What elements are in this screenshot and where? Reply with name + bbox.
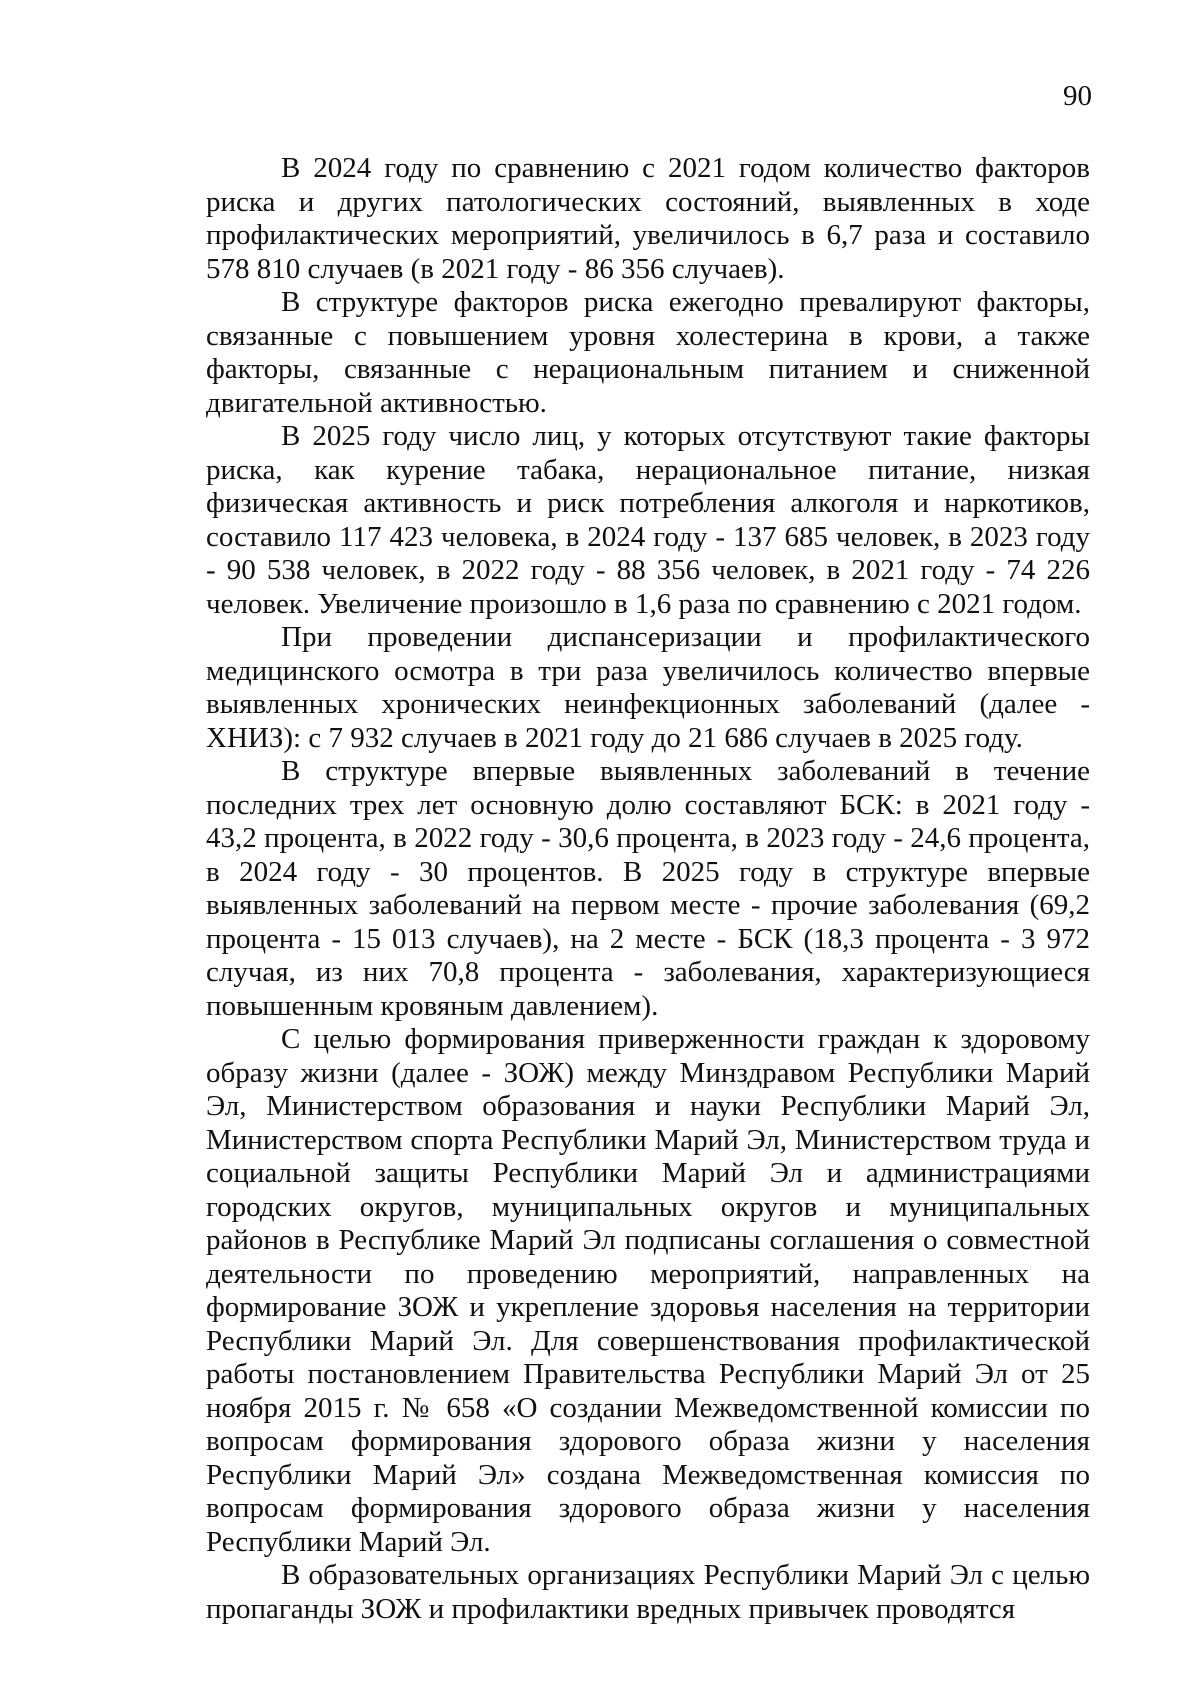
paragraph-healthy-lifestyle-agreements: С целью формирования приверженности граждан к здоровому образу жизни (далее - ЗОЖ) между Минздравом Республики Марий Эл, Министерством образования и науки Республики Марий Эл, Министерством спорта Республики Марий Эл, Министерством труда и социальной защиты Республики Марий Эл и администрациями городских округов, муниципальных округов и муниципальных районов в Республике Марий Эл подписаны соглашения о совместной деятельности по проведению мероприятий, направленных на формирование ЗОЖ и укрепление здоровья населения на территории Республики Марий Эл. Для совершенствования профилактической работы постановлением Правительства Республики Марий Эл от 25 ноября 2015 г. № 658 «О создании Межведомственной комиссии по вопросам формирования здорового образа жизни у населения Республики Марий Эл» создана Межведомственная комиссия по вопросам формирования здорового образа жизни у населения Республики Марий Эл. [206, 1023, 1090, 1558]
paragraph-educational-organizations: В образовательных организациях Республики Марий Эл с целью пропаганды ЗОЖ и профилактики вредных привычек проводятся [206, 1559, 1090, 1625]
paragraph-risk-factor-structure: В структуре факторов риска ежегодно превалируют факторы, связанные с повышением уровня холестерина в крови, а также факторы, связанные с нерациональным питанием и сниженной двигательной активностью. [206, 286, 1090, 419]
paragraph-disease-structure: В структуре впервые выявленных заболеваний в течение последних трех лет основную долю составляют БСК: в 2021 году - 43,2 процента, в 2022 году - 30,6 процента, в 2023 году - 24,6 процента, в 2024 году - 30 процентов. В 2025 году в структуре впервые выявленных заболеваний на первом месте - прочие заболевания (69,2 процента - 15 013 случаев), на 2 месте - БСК (18,3 процента - 3 972 случая, из них 70,8 процента - заболевания, характеризующиеся повышенным кровяным давлением). [206, 755, 1090, 1022]
paragraph-dispensary-examination: При проведении диспансеризации и профилактического медицинского осмотра в три раза увеличилось количество впервые выявленных хронических неинфекционных заболеваний (далее - ХНИЗ): с 7 932 случаев в 2021 году до 21 686 случаев в 2025 году. [206, 621, 1090, 754]
paragraph-risk-factors-2024: В 2024 году по сравнению с 2021 годом количество факторов риска и других патологических состояний, выявленных в ходе профилактических мероприятий, увеличилось в 6,7 раза и составило 578 810 случаев (в 2021 году - 86 356 случаев). [206, 152, 1090, 285]
body-text [206, 152, 1090, 1626]
page-number: 90 [1063, 80, 1092, 112]
paragraph-persons-without-risk: В 2025 году число лиц, у которых отсутствуют такие факторы риска, как курение табака, нерациональное питание, низкая физическая активность и риск потребления алкоголя и наркотиков, составило 117 423 человека, в 2024 году - 137 685 человек, в 2023 году - 90 538 человек, в 2022 году - 88 356 человек, в 2021 году - 74 226 человек. Увеличение произошло в 1,6 раза по сравнению с 2021 годом. [206, 420, 1090, 620]
